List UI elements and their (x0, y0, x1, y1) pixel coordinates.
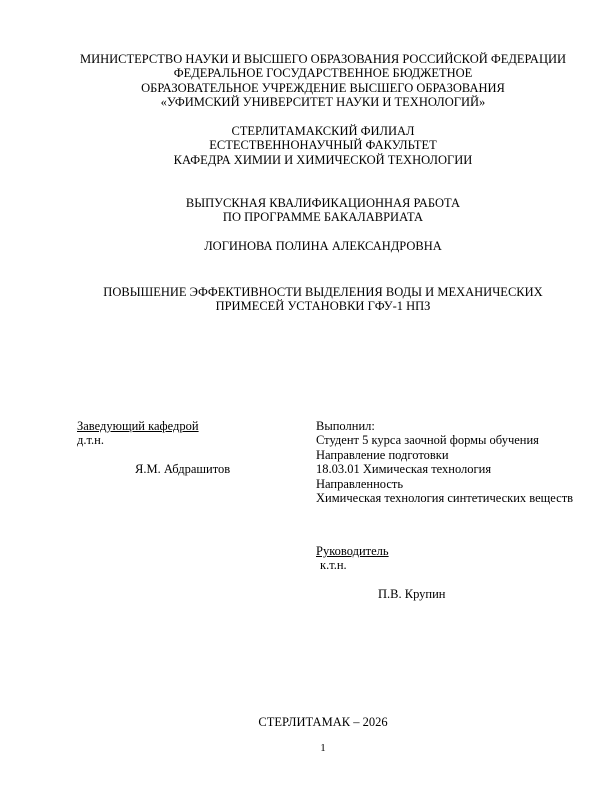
department-head-role: Заведующий кафедрой (77, 419, 199, 433)
work-type-line: ВЫПУСКНАЯ КВАЛИФИКАЦИОННАЯ РАБОТА (185, 196, 461, 210)
supervisor-block (316, 544, 578, 602)
student-line: 18.03.01 Химическая технология (316, 462, 492, 477)
student-heading: Выполнил: (316, 419, 375, 433)
supervisor-role: Руководитель (316, 544, 389, 558)
department-head-name: Я.М. Абдрашитов (135, 462, 231, 477)
ministry-line: ОБРАЗОВАТЕЛЬНОЕ УЧРЕЖДЕНИЕ ВЫСШЕГО ОБРАЗОВАНИЯ (141, 80, 505, 95)
spacer (316, 573, 578, 587)
department-name: КАФЕДРА ХИМИИ И ХИМИЧЕСКОЙ ТЕХНОЛОГИИ (173, 152, 473, 167)
student-line: Химическая технология синтетических веществ (316, 490, 574, 505)
work-type-block (77, 196, 569, 225)
supervisor-name: П.В. Крупин (378, 587, 446, 602)
student-info-block (316, 419, 578, 505)
ministry-line: ФЕДЕРАЛЬНОЕ ГОСУДАРСТВЕННОЕ БЮДЖЕТНОЕ (173, 66, 473, 81)
thesis-title (77, 285, 569, 314)
spacer (77, 448, 316, 462)
page-number: 1 (320, 742, 326, 754)
supervisor-degree: к.т.н. (320, 558, 347, 573)
department-head-block (77, 419, 316, 477)
student-line: Направление подготовки (316, 447, 449, 462)
ministry-line: МИНИСТЕРСТВО НАУКИ И ВЫСШЕГО ОБРАЗОВАНИЯ РОССИЙСКОЙ ФЕДЕРАЦИИ (79, 52, 567, 66)
faculty-name: ЕСТЕСТВЕННОНАУЧНЫЙ ФАКУЛЬТЕТ (209, 138, 437, 153)
branch-block (77, 124, 569, 167)
branch-name: СТЕРЛИТАМАКСКИЙ ФИЛИАЛ (231, 124, 415, 138)
thesis-title-line: ПРИМЕСЕЙ УСТАНОВКИ ГФУ-1 НПЗ (215, 299, 431, 314)
ministry-header (77, 52, 569, 110)
department-head-degree: д.т.н. (77, 433, 104, 448)
student-line: Направленность (316, 476, 404, 491)
student-line: Студент 5 курса заочной формы обучения (316, 433, 539, 448)
thesis-title-line: ПОВЫШЕНИЕ ЭФФЕКТИВНОСТИ ВЫДЕЛЕНИЯ ВОДЫ И МЕХАНИЧЕСКИХ (103, 285, 543, 299)
university-name: «УФИМСКИЙ УНИВЕРСИТЕТ НАУКИ И ТЕХНОЛОГИЙ» (160, 95, 486, 110)
author-name: ЛОГИНОВА ПОЛИНА АЛЕКСАНДРОВНА (204, 239, 442, 253)
city-year: СТЕРЛИТАМАК – 2026 (258, 715, 388, 729)
work-type-line: ПО ПРОГРАММЕ БАКАЛАВРИАТА (222, 210, 424, 225)
